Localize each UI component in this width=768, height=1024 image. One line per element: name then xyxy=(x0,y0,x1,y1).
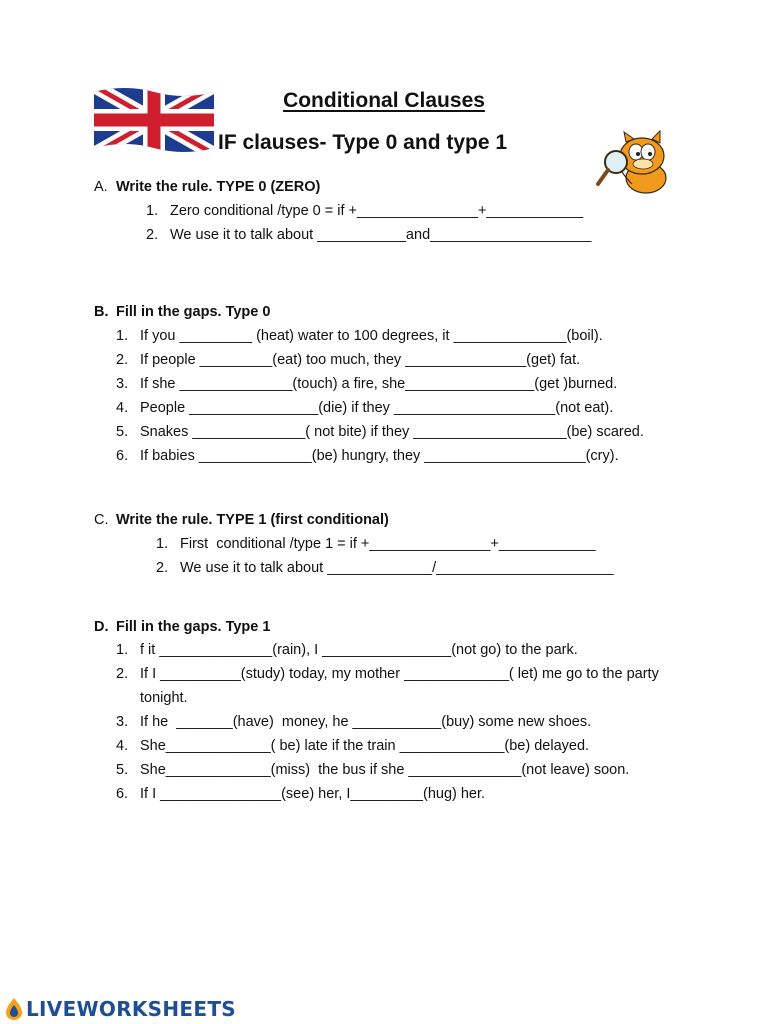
section-heading: Fill in the gaps. Type 1 xyxy=(116,619,271,635)
section-marker: C. xyxy=(94,512,109,528)
list-item: 5. She_____________(miss) the bus if she ______________(not leave) soon. xyxy=(116,762,630,778)
list-item: 1. If you _________ (heat) water to 100 degrees, it ______________(boil). xyxy=(116,328,603,344)
list-item: 2. We use it to talk about _____________/______________________ xyxy=(156,560,614,576)
section-c-list xyxy=(156,532,614,580)
footer-brand: LIVEWORKSHEETS xyxy=(26,997,237,1021)
list-item: 4. She_____________( be) late if the train _____________(be) delayed. xyxy=(116,738,590,754)
section-b-list xyxy=(116,324,644,468)
list-item: 2. We use it to talk about ___________and____________________ xyxy=(146,227,592,243)
section-heading: Fill in the gaps. Type 0 xyxy=(116,304,271,320)
list-item: 5. Snakes ______________( not bite) if they ___________________(be) scared. xyxy=(116,424,644,440)
list-item: 1. Zero conditional /type 0 = if +_______________+____________ xyxy=(146,203,584,219)
page-title: Conditional Clauses xyxy=(283,89,485,112)
section-marker: B. xyxy=(94,304,109,320)
section-a-list xyxy=(146,199,591,247)
cat-with-magnifier-icon xyxy=(596,126,674,196)
list-item: 1. First conditional /type 1 = if +_______________+____________ xyxy=(156,536,596,552)
list-item: 3. If she ______________(touch) a fire, she________________(get )burned. xyxy=(116,376,618,392)
liveworksheets-logo-icon xyxy=(4,997,24,1021)
section-a-heading xyxy=(94,175,320,199)
section-c-heading xyxy=(94,508,389,532)
list-item: 4. People ________________(die) if they ____________________(not eat). xyxy=(116,400,614,416)
section-b-heading xyxy=(94,300,270,324)
section-heading: Write the rule. TYPE 0 (ZERO) xyxy=(116,179,321,195)
list-item: 6. If babies ______________(be) hungry, they ____________________(cry). xyxy=(116,448,619,464)
page-subtitle: IF clauses- Type 0 and type 1 xyxy=(218,131,508,154)
section-marker: A. xyxy=(94,179,108,195)
list-item: 2. If people _________(eat) too much, they _______________(get) fat. xyxy=(116,352,581,368)
section-d-heading xyxy=(94,615,270,639)
liveworksheets-logo[interactable] xyxy=(4,996,236,1022)
section-heading: Write the rule. TYPE 1 (first conditional) xyxy=(116,512,389,528)
list-item: 1. f it ______________(rain), I ________________(not go) to the park. xyxy=(116,642,578,658)
list-item: 2. If I __________(study) today, my mother _____________( let) me go to the party tonight. xyxy=(116,666,663,706)
list-item: 3. If he _______(have) money, he ___________(buy) some new shoes. xyxy=(116,714,592,730)
section-marker: D. xyxy=(94,619,109,635)
section-d-list xyxy=(116,638,686,806)
list-item: 6. If I _______________(see) her, I_________(hug) her. xyxy=(116,786,486,802)
